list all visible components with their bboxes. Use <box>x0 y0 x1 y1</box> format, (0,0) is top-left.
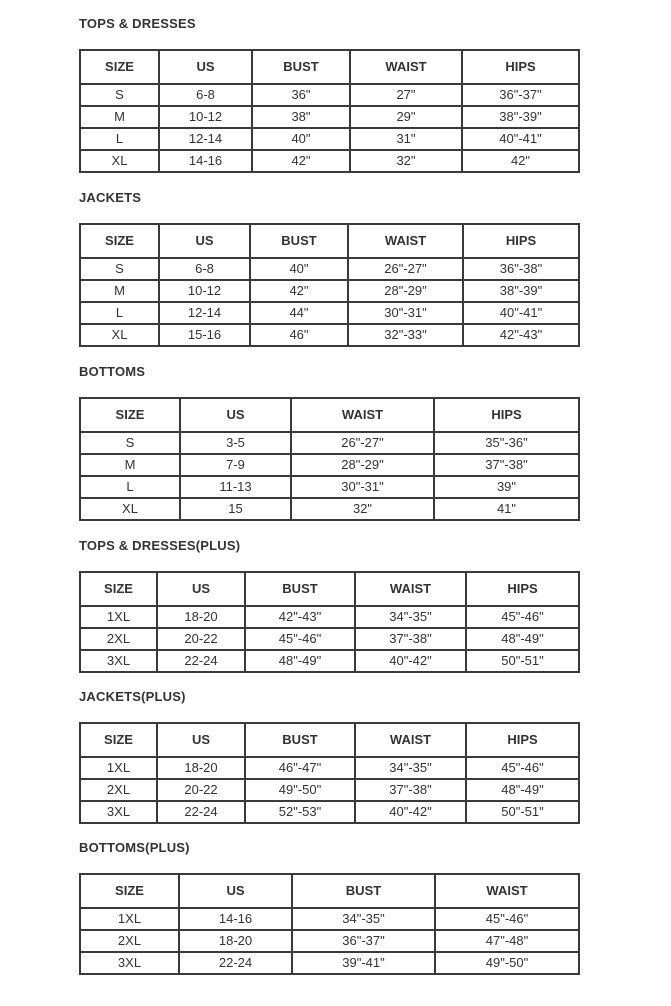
table-cell: 10-12 <box>159 280 250 302</box>
column-header: SIZE <box>80 572 157 606</box>
table-cell: 18-20 <box>157 606 245 628</box>
table-cell: 45"-46" <box>245 628 355 650</box>
table-cell: 2XL <box>80 930 179 952</box>
table-cell: 15-16 <box>159 324 250 346</box>
column-header: BUST <box>252 50 350 84</box>
table-header-row <box>80 50 579 84</box>
table-row <box>80 324 579 346</box>
table-header-row <box>80 398 579 432</box>
table-cell: 34"-35" <box>355 606 466 628</box>
table-row <box>80 128 579 150</box>
section-title-jackets: JACKETS <box>79 190 142 205</box>
column-header: WAIST <box>355 572 466 606</box>
table-header-row <box>80 874 579 908</box>
table-cell: 45"-46" <box>466 606 579 628</box>
table-cell: 45"-46" <box>466 757 579 779</box>
section-title-bottoms: BOTTOMS <box>79 364 146 379</box>
column-header: SIZE <box>80 723 157 757</box>
column-header: WAIST <box>355 723 466 757</box>
table-header-row <box>80 723 579 757</box>
table-cell: 11-13 <box>180 476 291 498</box>
table-cell: 2XL <box>80 779 157 801</box>
table-cell: M <box>80 454 180 476</box>
table-cell: 32" <box>291 498 434 520</box>
table-cell: 3XL <box>80 952 179 974</box>
table-cell: XL <box>80 324 159 346</box>
table-cell: 12-14 <box>159 302 250 324</box>
table-cell: 50"-51" <box>466 801 579 823</box>
table-cell: 26"-27" <box>291 432 434 454</box>
table-row <box>80 432 579 454</box>
table-cell: 22-24 <box>179 952 292 974</box>
table-row <box>80 908 579 930</box>
table-row <box>80 952 579 974</box>
table-cell: 22-24 <box>157 801 245 823</box>
table-cell: 30"-31" <box>291 476 434 498</box>
table-cell: 1XL <box>80 757 157 779</box>
table-cell: 14-16 <box>159 150 252 172</box>
table-cell: 18-20 <box>179 930 292 952</box>
size-table-jackets-plus <box>79 722 580 824</box>
table-cell: 37"-38" <box>355 628 466 650</box>
table-cell: 36" <box>252 84 350 106</box>
table-cell: XL <box>80 498 180 520</box>
table-cell: 7-9 <box>180 454 291 476</box>
table-cell: 31" <box>350 128 462 150</box>
table-cell: 20-22 <box>157 628 245 650</box>
section-title-tops-dresses: TOPS & DRESSES <box>79 16 196 31</box>
column-header: SIZE <box>80 398 180 432</box>
table-cell: 48"-49" <box>466 779 579 801</box>
table-cell: 39" <box>434 476 579 498</box>
table-row <box>80 302 579 324</box>
table-cell: M <box>80 106 159 128</box>
table-cell: 6-8 <box>159 258 250 280</box>
table-cell: 1XL <box>80 606 157 628</box>
column-header: WAIST <box>435 874 579 908</box>
column-header: HIPS <box>434 398 579 432</box>
column-header: US <box>157 572 245 606</box>
table-cell: 40"-42" <box>355 650 466 672</box>
table-header-row <box>80 572 579 606</box>
size-table-bottoms <box>79 397 580 521</box>
table-row <box>80 779 579 801</box>
column-header: HIPS <box>466 572 579 606</box>
table-cell: 48"-49" <box>245 650 355 672</box>
column-header: BUST <box>292 874 435 908</box>
table-cell: 15 <box>180 498 291 520</box>
table-cell: 20-22 <box>157 779 245 801</box>
table-cell: 3-5 <box>180 432 291 454</box>
table-cell: 42" <box>252 150 350 172</box>
table-cell: 12-14 <box>159 128 252 150</box>
table-row <box>80 84 579 106</box>
table-cell: 36"-37" <box>292 930 435 952</box>
table-row <box>80 258 579 280</box>
column-header: SIZE <box>80 874 179 908</box>
table-cell: 42" <box>250 280 348 302</box>
size-table-jackets <box>79 223 580 347</box>
table-row <box>80 930 579 952</box>
column-header: HIPS <box>463 224 579 258</box>
table-row <box>80 606 579 628</box>
table-cell: S <box>80 84 159 106</box>
column-header: US <box>179 874 292 908</box>
table-cell: 28"-29" <box>348 280 463 302</box>
table-cell: 22-24 <box>157 650 245 672</box>
table-cell: 40" <box>252 128 350 150</box>
table-cell: 40"-41" <box>463 302 579 324</box>
table-cell: S <box>80 432 180 454</box>
column-header: SIZE <box>80 224 159 258</box>
table-cell: 47"-48" <box>435 930 579 952</box>
table-cell: 46"-47" <box>245 757 355 779</box>
table-cell: 46" <box>250 324 348 346</box>
table-row <box>80 150 579 172</box>
table-cell: 37"-38" <box>434 454 579 476</box>
table-cell: 42"-43" <box>245 606 355 628</box>
table-cell: 41" <box>434 498 579 520</box>
column-header: HIPS <box>466 723 579 757</box>
table-cell: 29" <box>350 106 462 128</box>
section-title-tops-dresses-plus: TOPS & DRESSES(PLUS) <box>79 538 241 553</box>
table-cell: 38" <box>252 106 350 128</box>
table-cell: 36"-38" <box>463 258 579 280</box>
table-row <box>80 628 579 650</box>
table-cell: 49"-50" <box>245 779 355 801</box>
table-row <box>80 106 579 128</box>
table-cell: 40" <box>250 258 348 280</box>
column-header: US <box>159 50 252 84</box>
table-cell: 14-16 <box>179 908 292 930</box>
table-cell: M <box>80 280 159 302</box>
table-header-row <box>80 224 579 258</box>
section-title-bottoms-plus: BOTTOMS(PLUS) <box>79 840 190 855</box>
table-cell: 6-8 <box>159 84 252 106</box>
column-header: BUST <box>245 723 355 757</box>
table-cell: 42" <box>462 150 579 172</box>
table-cell: 28"-29" <box>291 454 434 476</box>
size-table-tops-dresses <box>79 49 580 173</box>
table-cell: 30"-31" <box>348 302 463 324</box>
table-row <box>80 498 579 520</box>
table-row <box>80 757 579 779</box>
column-header: US <box>180 398 291 432</box>
table-cell: 44" <box>250 302 348 324</box>
table-cell: 32"-33" <box>348 324 463 346</box>
table-cell: 48"-49" <box>466 628 579 650</box>
table-row <box>80 454 579 476</box>
table-cell: 36"-37" <box>462 84 579 106</box>
table-cell: 26"-27" <box>348 258 463 280</box>
table-cell: 2XL <box>80 628 157 650</box>
table-cell: 40"-41" <box>462 128 579 150</box>
table-cell: 3XL <box>80 801 157 823</box>
size-table-bottoms-plus <box>79 873 580 975</box>
size-table-tops-dresses-plus <box>79 571 580 673</box>
table-cell: 40"-42" <box>355 801 466 823</box>
table-row <box>80 280 579 302</box>
table-row <box>80 476 579 498</box>
table-cell: 49"-50" <box>435 952 579 974</box>
column-header: WAIST <box>291 398 434 432</box>
table-cell: 35"-36" <box>434 432 579 454</box>
table-cell: L <box>80 128 159 150</box>
table-cell: 32" <box>350 150 462 172</box>
table-cell: S <box>80 258 159 280</box>
table-cell: XL <box>80 150 159 172</box>
column-header: HIPS <box>462 50 579 84</box>
section-title-jackets-plus: JACKETS(PLUS) <box>79 689 186 704</box>
column-header: BUST <box>250 224 348 258</box>
table-cell: 34"-35" <box>355 757 466 779</box>
column-header: SIZE <box>80 50 159 84</box>
table-cell: 34"-35" <box>292 908 435 930</box>
table-cell: 52"-53" <box>245 801 355 823</box>
table-cell: L <box>80 302 159 324</box>
table-cell: 38"-39" <box>462 106 579 128</box>
table-cell: 45"-46" <box>435 908 579 930</box>
column-header: US <box>159 224 250 258</box>
column-header: WAIST <box>350 50 462 84</box>
table-cell: L <box>80 476 180 498</box>
table-cell: 38"-39" <box>463 280 579 302</box>
table-cell: 37"-38" <box>355 779 466 801</box>
table-cell: 1XL <box>80 908 179 930</box>
table-cell: 39"-41" <box>292 952 435 974</box>
column-header: WAIST <box>348 224 463 258</box>
table-cell: 18-20 <box>157 757 245 779</box>
table-cell: 10-12 <box>159 106 252 128</box>
column-header: BUST <box>245 572 355 606</box>
table-cell: 50"-51" <box>466 650 579 672</box>
table-row <box>80 801 579 823</box>
table-cell: 42"-43" <box>463 324 579 346</box>
table-cell: 27" <box>350 84 462 106</box>
table-cell: 3XL <box>80 650 157 672</box>
column-header: US <box>157 723 245 757</box>
table-row <box>80 650 579 672</box>
